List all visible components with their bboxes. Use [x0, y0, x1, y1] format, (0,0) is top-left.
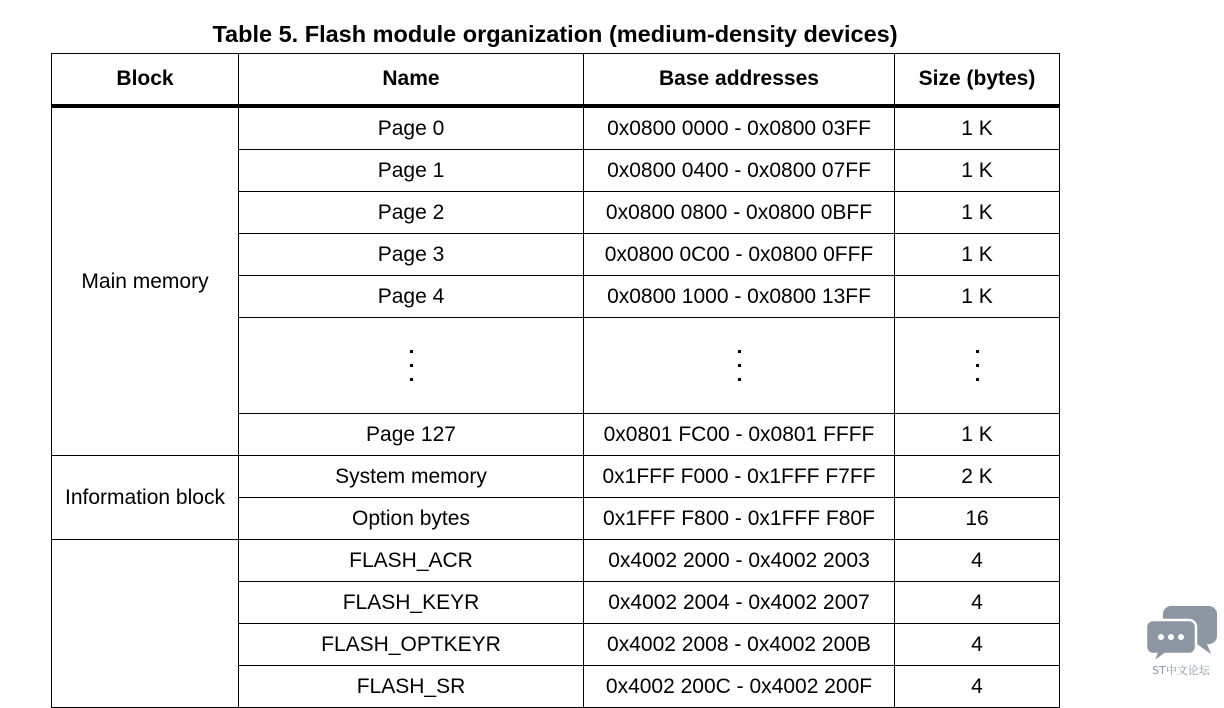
- cell-base: 0x4002 2000 - 0x4002 2003: [584, 540, 895, 582]
- cell-base: 0x0800 1000 - 0x0800 13FF: [584, 276, 895, 318]
- cell-size: 1 K: [895, 276, 1060, 318]
- cell-size: 4: [895, 582, 1060, 624]
- cell-name: System memory: [239, 456, 584, 498]
- cell-base: 0x1FFF F000 - 0x1FFF F7FF: [584, 456, 895, 498]
- cell-size: 1 K: [895, 414, 1060, 456]
- cell-size: 4: [895, 540, 1060, 582]
- cell-base: 0x4002 2008 - 0x4002 200B: [584, 624, 895, 666]
- cell-base: 0x0800 0400 - 0x0800 07FF: [584, 150, 895, 192]
- header-size: Size (bytes): [895, 54, 1060, 107]
- cell-name: FLASH_OPTKEYR: [239, 624, 584, 666]
- block-flash-interface: [52, 540, 239, 708]
- cell-size: 1 K: [895, 106, 1060, 150]
- vertical-ellipsis: [895, 318, 1060, 414]
- forum-watermark: [1141, 600, 1221, 684]
- vertical-ellipsis: [584, 318, 895, 414]
- cell-base: 0x4002 2004 - 0x4002 2007: [584, 582, 895, 624]
- cell-name: FLASH_SR: [239, 666, 584, 708]
- cell-size: 2 K: [895, 456, 1060, 498]
- chat-bubbles-icon: [1141, 600, 1221, 664]
- cell-base: 0x0800 0800 - 0x0800 0BFF: [584, 192, 895, 234]
- cell-size: 4: [895, 624, 1060, 666]
- cell-name: Page 2: [239, 192, 584, 234]
- cell-size: 4: [895, 666, 1060, 708]
- table-row: [52, 540, 1060, 582]
- vertical-ellipsis: [239, 318, 584, 414]
- cell-base: 0x1FFF F800 - 0x1FFF F80F: [584, 498, 895, 540]
- cell-size: 16: [895, 498, 1060, 540]
- cell-name: FLASH_ACR: [239, 540, 584, 582]
- header-block: Block: [52, 54, 239, 107]
- cell-name: Page 1: [239, 150, 584, 192]
- header-name: Name: [239, 54, 584, 107]
- flash-organization-table: [51, 53, 1060, 708]
- cell-name: Page 3: [239, 234, 584, 276]
- cell-name: FLASH_KEYR: [239, 582, 584, 624]
- cell-size: 1 K: [895, 150, 1060, 192]
- cell-name: Page 0: [239, 106, 584, 150]
- cell-base: 0x0800 0000 - 0x0800 03FF: [584, 106, 895, 150]
- cell-name: Page 127: [239, 414, 584, 456]
- table-row: [52, 456, 1060, 498]
- table-row: [52, 106, 1060, 150]
- block-main-memory: Main memory: [52, 106, 239, 456]
- table-caption: Table 5. Flash module organization (medium-density devices): [212, 21, 898, 47]
- cell-size: 1 K: [895, 234, 1060, 276]
- header-row: [52, 54, 1060, 107]
- cell-base: 0x0800 0C00 - 0x0800 0FFF: [584, 234, 895, 276]
- cell-base: 0x0801 FC00 - 0x0801 FFFF: [584, 414, 895, 456]
- cell-size: 1 K: [895, 192, 1060, 234]
- block-information: Information block: [52, 456, 239, 540]
- cell-name: Page 4: [239, 276, 584, 318]
- header-base-addresses: Base addresses: [584, 54, 895, 107]
- watermark-text: ST中文论坛: [1152, 664, 1210, 677]
- cell-base: 0x4002 200C - 0x4002 200F: [584, 666, 895, 708]
- cell-name: Option bytes: [239, 498, 584, 540]
